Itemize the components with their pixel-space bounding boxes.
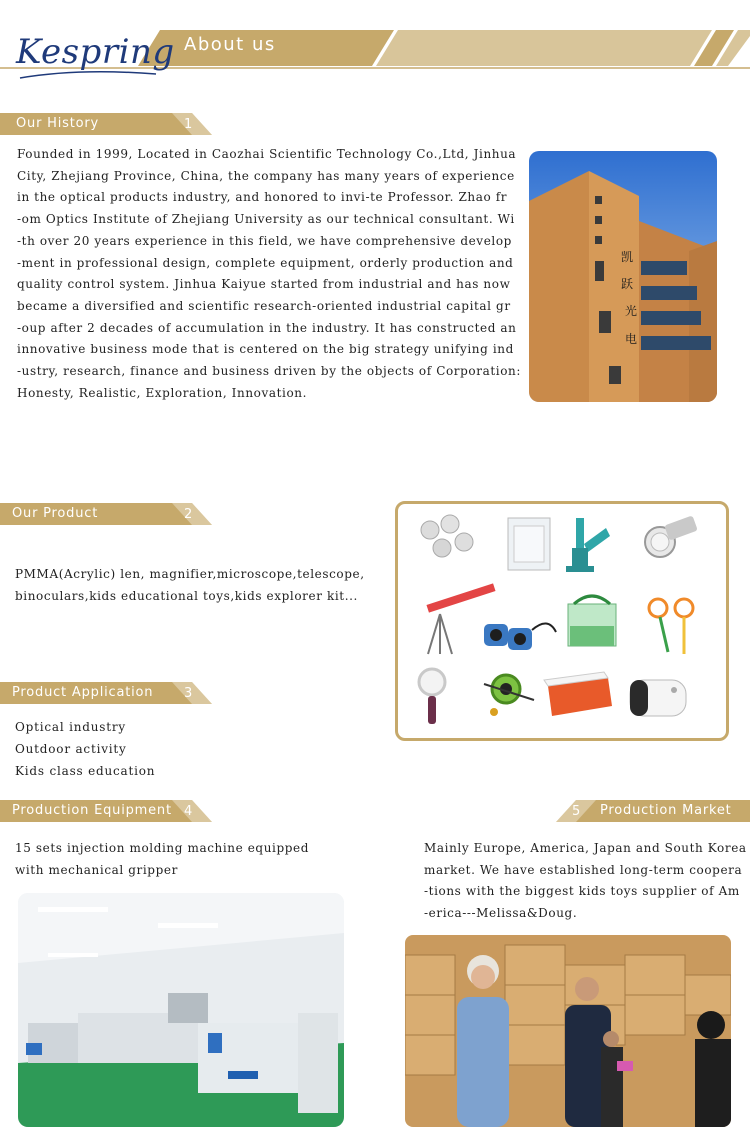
building-sign-char: 光 — [625, 304, 638, 318]
building-photo — [529, 151, 717, 402]
list-item: Kids class education — [15, 764, 156, 778]
section-number: 4 — [184, 804, 193, 819]
product-text: PMMA(Acrylic) len, magnifier,microscope,telescope, binoculars,kids educational toys,kids explorer kit... — [15, 567, 365, 603]
market-text: Mainly Europe, America, Japan and South Korea market. We have established long-term coopera -tions with the biggest kids toys supplier of Am -erica---Melissa&Doug. — [424, 841, 747, 921]
section-number: 5 — [572, 804, 581, 819]
sheet-magnifier-icon — [508, 518, 550, 570]
building-sign-char: 跃 — [621, 277, 634, 291]
butterfly-net-icon — [649, 599, 693, 654]
vr-headset-icon — [630, 680, 686, 716]
hand-magnifier-icon — [419, 669, 445, 724]
explorer-kit-icon — [484, 675, 534, 716]
section-number: 3 — [184, 686, 193, 701]
section-tab-market — [556, 800, 750, 822]
jewelry-loupe-icon — [645, 515, 698, 557]
product-gallery — [395, 501, 729, 741]
factory-photo — [18, 893, 344, 1127]
building-sign-char: 电 — [625, 332, 638, 346]
kit-package-icon — [544, 672, 612, 716]
section-tab-history — [0, 113, 212, 135]
section-title: Production Equipment — [12, 803, 172, 818]
warehouse-photo — [405, 935, 731, 1127]
list-item: Optical industry — [15, 720, 126, 734]
logo-swoosh-icon — [18, 70, 158, 80]
section-title: Our History — [16, 116, 99, 131]
section-tab-equipment — [0, 800, 212, 822]
brand-logo: Kespring — [16, 32, 175, 72]
binoculars-icon — [484, 623, 556, 650]
section-tab-product — [0, 503, 212, 525]
list-item: Outdoor activity — [15, 742, 127, 756]
bug-viewer-box-icon — [568, 596, 616, 646]
microscope-toy-icon — [566, 518, 610, 572]
building-sign-char: 凯 — [621, 250, 634, 264]
page-title: About us — [184, 34, 276, 55]
history-text: Founded in 1999, Located in Caozhai Scientific Technology Co.,Ltd, Jinhua City, Zhejiang Province, China, the company has many years of experience in the optical products industry, and honored to invi-te Professor. Zhao fr -om Optics Institute of Zhejiang University as our technical consultant. Wi -th over 20 years experience in this field, we have comprehensive develop -ment in professional design, complete equipment, orderly production and quality control system. Jinhua Kaiyue started from industrial and has now became a diversified and scientific research-oriented industrial capital gr -oup after 2 decades of accumulation in the industry. It has constructed an innovative business mode that is centered on the big strategy unifying ind -ustry, research, finance and business driven by the objects of Corporation: Honesty, Realistic, Exploration, Innovation. — [17, 147, 521, 400]
section-number: 1 — [184, 117, 193, 132]
section-title: Production Market — [600, 803, 732, 818]
section-title: Our Product — [12, 506, 99, 521]
section-number: 2 — [184, 507, 193, 522]
application-list — [15, 716, 155, 782]
section-title: Product Application — [12, 685, 154, 700]
acrylic-lens-icon — [421, 515, 473, 557]
section-tab-application — [0, 682, 212, 704]
equipment-text: 15 sets injection molding machine equipped with mechanical gripper — [15, 841, 310, 877]
